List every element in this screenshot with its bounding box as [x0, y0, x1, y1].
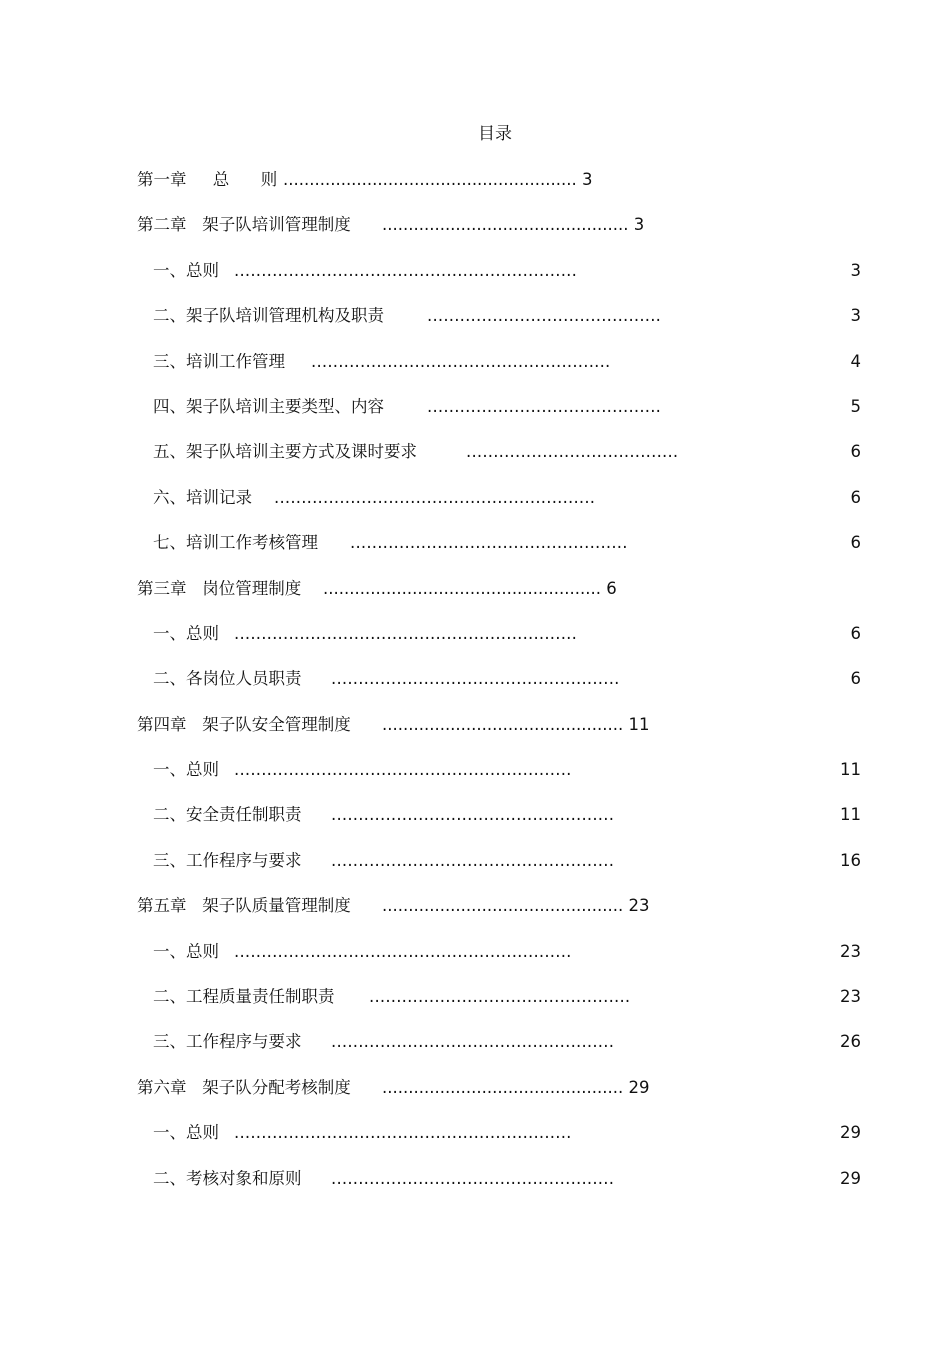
toc-entry-label: 六、培训记录: [153, 487, 252, 507]
toc-page-number: 23: [628, 896, 650, 916]
toc-entry-label: 三、工作程序与要求: [153, 850, 302, 870]
toc-entry-label: 第二章 架子队培训管理制度: [137, 215, 351, 235]
toc-entry-label: 三、工作程序与要求: [153, 1032, 302, 1052]
toc-dot-leader: ...............................................................: [234, 623, 578, 643]
toc-page-number: 23: [840, 987, 861, 1007]
toc-section-entry[interactable]: [0, 302, 950, 347]
toc-page-number: 3: [850, 306, 861, 326]
toc-page-number: 6: [850, 669, 861, 689]
toc-entry-label: 二、安全责任制职责: [153, 805, 302, 825]
toc-section-entry[interactable]: [0, 348, 950, 393]
toc-dot-leader: ...........................................................: [274, 487, 596, 507]
toc-entry-leader: [382, 211, 644, 239]
toc-page-number: 3: [850, 260, 861, 280]
toc-chapter-entry[interactable]: [0, 211, 950, 256]
toc-section-entry[interactable]: [0, 484, 950, 529]
toc-page-number: 29: [840, 1168, 861, 1188]
toc-page-number: 29: [840, 1123, 861, 1143]
toc-dot-leader: ...............................................................: [234, 260, 578, 280]
toc-chapter-entry[interactable]: [0, 892, 950, 937]
toc-section-entry[interactable]: [0, 620, 950, 665]
toc-list: [0, 166, 950, 1210]
toc-section-entry[interactable]: [0, 983, 950, 1028]
toc-page-number: 6: [606, 578, 617, 598]
toc-section-entry[interactable]: [0, 1165, 950, 1210]
toc-section-entry[interactable]: [0, 938, 950, 983]
toc-entry-label: 七、培训工作考核管理: [153, 533, 318, 553]
toc-dot-leader: ...................................................: [350, 533, 628, 553]
toc-section-entry[interactable]: [0, 438, 950, 483]
toc-dot-leader: ....................................................: [331, 1032, 615, 1052]
toc-section-entry[interactable]: [0, 393, 950, 438]
toc-dot-leader: ...........................................: [427, 306, 662, 326]
toc-page-number: 6: [850, 533, 861, 553]
toc-page-number: 11: [840, 760, 861, 780]
toc-section-entry[interactable]: [0, 801, 950, 846]
toc-entry-leader: [382, 711, 650, 739]
toc-entry-label: 五、架子队培训主要方式及课时要求: [153, 442, 417, 462]
toc-dot-leader: ....................................................: [331, 805, 615, 825]
toc-entry-leader: [382, 892, 650, 920]
toc-section-entry[interactable]: [0, 1119, 950, 1164]
toc-entry-label: 四、架子队培训主要类型、内容: [153, 396, 384, 416]
toc-page-number: 23: [840, 941, 861, 961]
toc-page-number: 11: [840, 805, 861, 825]
toc-entry-label: 一、总则: [153, 760, 219, 780]
toc-entry-label: 二、各岗位人员职责: [153, 669, 302, 689]
toc-entry-label: 一、总则: [153, 623, 219, 643]
toc-dot-leader: ..............................................: [382, 896, 624, 916]
toc-entry-label: 三、培训工作管理: [153, 351, 285, 371]
toc-entry-leader: [323, 575, 617, 603]
toc-dot-leader: ...............................................: [382, 215, 629, 235]
toc-dot-leader: ..............................................: [382, 714, 624, 734]
toc-page-number: 26: [840, 1032, 861, 1052]
toc-dot-leader: .......................................................: [311, 351, 611, 371]
toc-entry-label: 一、总则: [153, 941, 219, 961]
toc-dot-leader: ..............................................................: [234, 941, 572, 961]
toc-entry-label: 第四章 架子队安全管理制度: [137, 714, 351, 734]
toc-page-number: 29: [628, 1077, 650, 1097]
toc-dot-leader: ..............................................: [382, 1077, 624, 1097]
toc-chapter-entry[interactable]: [0, 575, 950, 620]
toc-dot-leader: ..............................................................: [234, 760, 572, 780]
toc-dot-leader: ........................................................: [283, 170, 577, 189]
toc-dot-leader: .....................................................: [331, 669, 620, 689]
toc-section-entry[interactable]: [0, 529, 950, 574]
toc-section-entry[interactable]: [0, 847, 950, 892]
toc-page-number: 3: [633, 215, 645, 235]
toc-dot-leader: ................................................: [369, 987, 631, 1007]
toc-entry-leader: [283, 166, 592, 194]
toc-page-number: 6: [850, 623, 861, 643]
toc-dot-leader: .....................................................: [323, 578, 601, 598]
toc-section-entry[interactable]: [0, 665, 950, 710]
toc-dot-leader: ...........................................: [427, 396, 662, 416]
toc-entry-label: 一、总则: [153, 260, 219, 280]
toc-page-number: 4: [850, 351, 861, 371]
toc-dot-leader: ..............................................................: [234, 1123, 572, 1143]
toc-chapter-entry[interactable]: [0, 711, 950, 756]
toc-entry-label: 二、考核对象和原则: [153, 1168, 302, 1188]
toc-dot-leader: .......................................: [466, 442, 679, 462]
toc-entry-label: 二、工程质量责任制职责: [153, 987, 335, 1007]
toc-section-entry[interactable]: [0, 257, 950, 302]
toc-chapter-entry[interactable]: [0, 166, 950, 211]
toc-title: 目录: [478, 124, 512, 144]
toc-entry-leader: [382, 1074, 650, 1102]
toc-page-number: 6: [850, 487, 861, 507]
toc-entry-label: 一、总则: [153, 1123, 219, 1143]
toc-entry-label: 第三章 岗位管理制度: [137, 578, 302, 598]
toc-dot-leader: ....................................................: [331, 850, 615, 870]
toc-chapter-entry[interactable]: [0, 1074, 950, 1119]
toc-page-number: 3: [581, 170, 593, 189]
toc-page-number: 11: [628, 714, 650, 734]
toc-entry-label: 第五章 架子队质量管理制度: [137, 896, 351, 916]
toc-entry-label: 二、架子队培训管理机构及职责: [153, 306, 384, 326]
toc-dot-leader: ....................................................: [331, 1168, 615, 1188]
toc-page-number: 6: [850, 442, 861, 462]
toc-page-number: 16: [840, 850, 861, 870]
toc-entry-label: 第一章 总 则: [137, 170, 278, 189]
toc-section-entry[interactable]: [0, 756, 950, 801]
toc-entry-label: 第六章 架子队分配考核制度: [137, 1077, 351, 1097]
toc-page-number: 5: [850, 396, 861, 416]
toc-section-entry[interactable]: [0, 1028, 950, 1073]
